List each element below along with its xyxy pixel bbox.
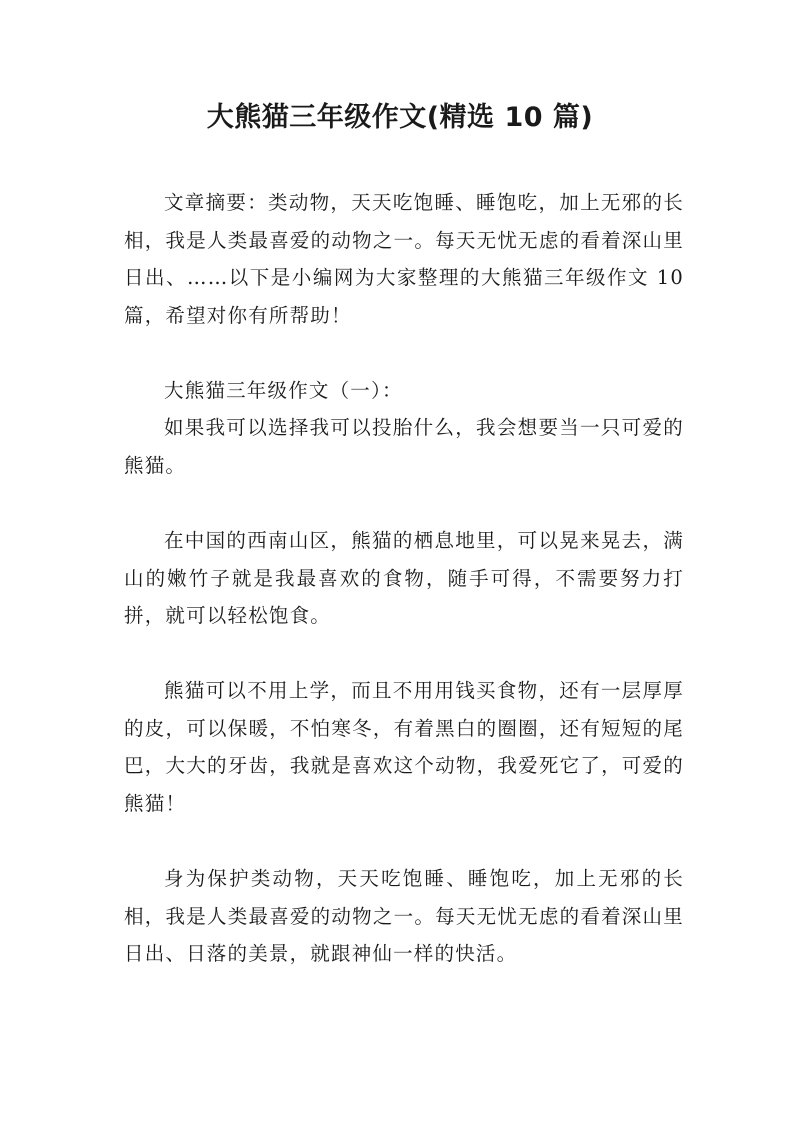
body-paragraph: 身为保护类动物，天天吃饱睡、睡饱吃，加上无邪的长相，我是人类最喜爱的动物之一。每天无忧无虑的看着深山里日出、日落的美景，就跟神仙一样的快活。: [124, 867, 684, 965]
body-paragraph: 熊猫可以不用上学，而且不用用钱买食物，还有一层厚厚的皮，可以保暖，不怕寒冬，有着黑白的圈圈，还有短短的尾巴，大大的牙齿，我就是喜欢这个动物，我爱死它了，可爱的熊猫！: [124, 679, 684, 815]
document-title: 大熊猫三年级作文(精选 10 篇): [206, 102, 594, 133]
summary-paragraph: 文章摘要：类动物，天天吃饱睡、睡饱吃，加上无邪的长相，我是人类最喜爱的动物之一。每天无忧无虑的看着深山里日出、……以下是小编网为大家整理的大熊猫三年级作文 10 篇，希望对你有所帮助！: [124, 191, 684, 327]
body-paragraph: 在中国的西南山区，熊猫的栖息地里，可以晃来晃去，满山的嫩竹子就是我最喜欢的食物，随手可得，不需要努力打拼，就可以轻松饱食。: [124, 529, 684, 627]
section-heading: 大熊猫三年级作文（一）：: [164, 379, 403, 402]
body-paragraph: 如果我可以选择我可以投胎什么，我会想要当一只可爱的熊猫。: [124, 416, 684, 477]
